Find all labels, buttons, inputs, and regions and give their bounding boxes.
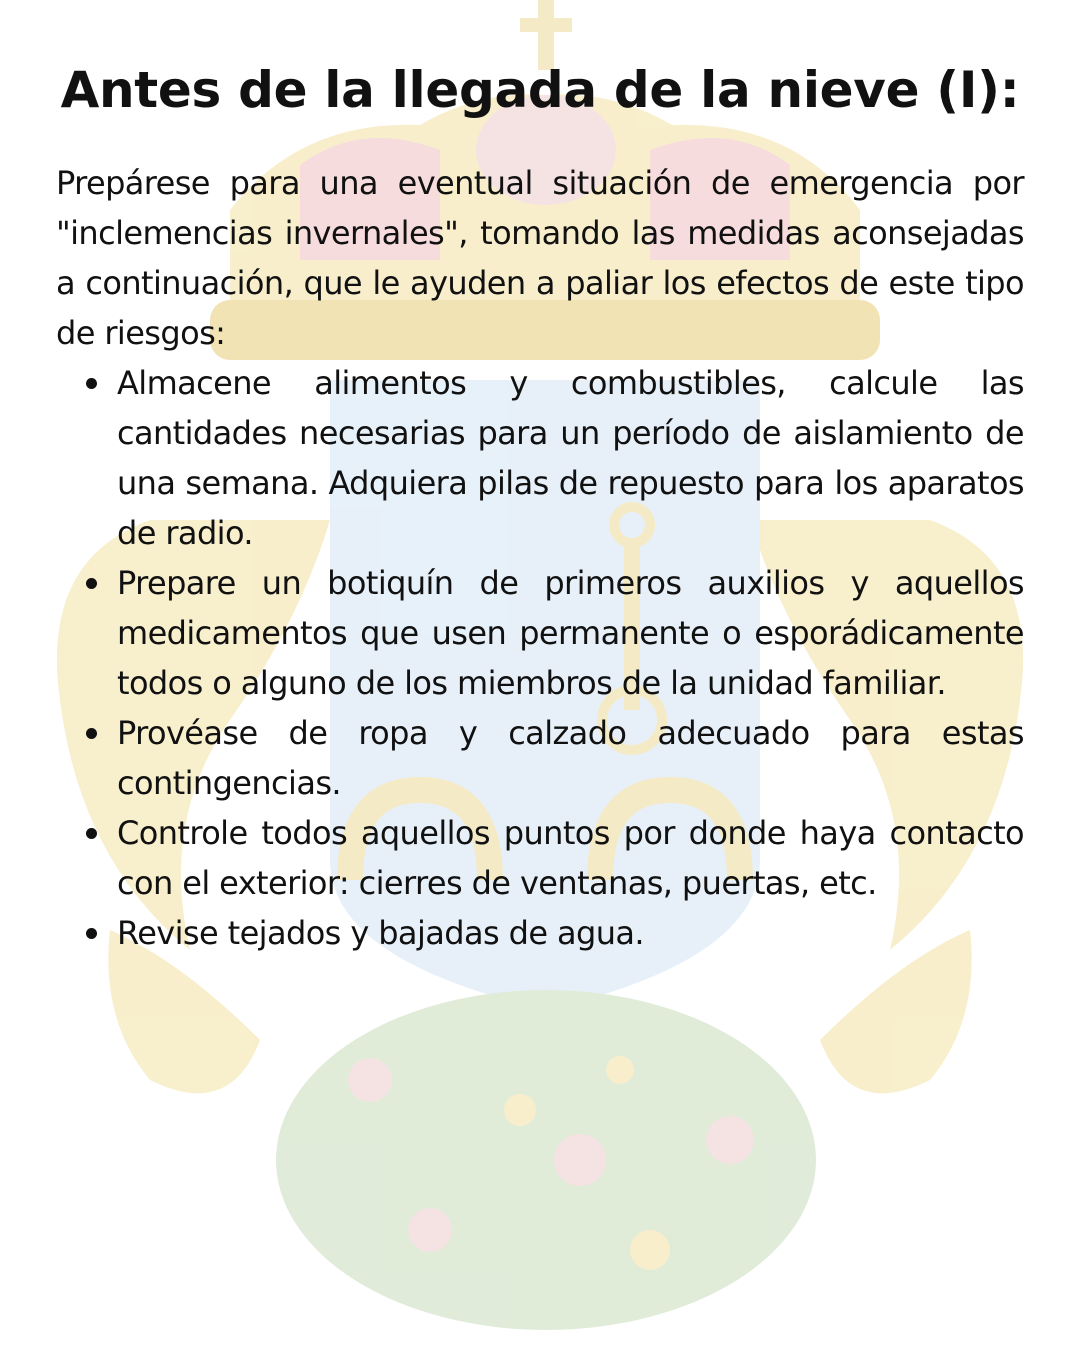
list-item-text: Controle todos aquellos puntos por donde haya contacto con el exterior: cierres de ventanas, puertas, etc. — [117, 814, 1024, 902]
bullet-icon — [86, 378, 97, 389]
list-item-text: Revise tejados y bajadas de agua. — [117, 914, 644, 952]
bullet-icon — [86, 578, 97, 589]
recommendations-list — [56, 358, 1024, 958]
document-body — [56, 52, 1024, 958]
list-item — [117, 808, 1024, 908]
list-item — [117, 908, 1024, 958]
bullet-icon — [86, 928, 97, 939]
list-item-text: Prepare un botiquín de primeros auxilios y aquellos medicamentos que usen permanente o esporádicamente todos o alguno de los miembros de la unidad familiar. — [117, 564, 1024, 702]
list-item-text: Provéase de ropa y calzado adecuado para estas contingencias. — [117, 714, 1024, 802]
bullet-icon — [86, 728, 97, 739]
intro-paragraph: Prepárese para una eventual situación de emergencia por "inclemencias invernales", tomando las medidas aconsejadas a continuación, que le ayuden a paliar los efectos de este tipo de riesgos: — [56, 164, 1024, 352]
list-item-text: Almacene alimentos y combustibles, calcule las cantidades necesarias para un período de aislamiento de una semana. Adquiera pilas de repuesto para los aparatos de radio. — [117, 364, 1024, 552]
bullet-icon — [86, 828, 97, 839]
page-title: Antes de la llegada de la nieve (I): — [60, 61, 1020, 119]
list-item — [117, 708, 1024, 808]
list-item — [117, 358, 1024, 558]
list-item — [117, 558, 1024, 708]
